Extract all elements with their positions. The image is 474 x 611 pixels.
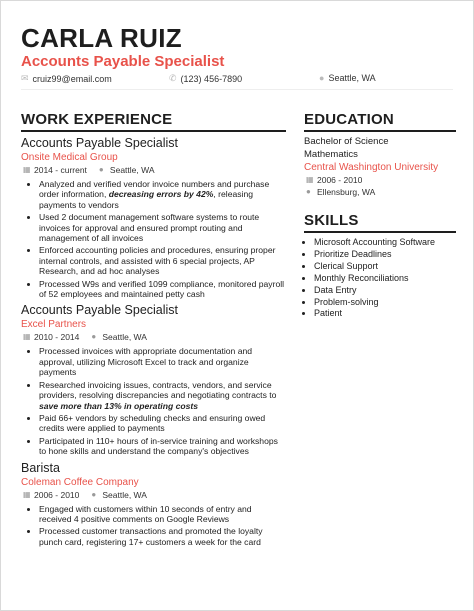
section-title: WORK EXPERIENCE — [21, 111, 286, 132]
job-entry — [21, 303, 286, 456]
bullet-item: • Used 2 document management software systems to route invoices for approval and ensured prompt routing and management of all invoices — [39, 212, 286, 243]
location-pin-icon: ● — [98, 165, 104, 174]
calendar-icon: ▦ — [306, 175, 314, 184]
bullet-item: • Processed invoices with appropriate documentation and approval, utilizing Microsoft Excel to track and organize payments — [39, 346, 286, 377]
skills-section — [304, 212, 456, 320]
job-company: Excel Partners — [21, 319, 87, 331]
job-location: Seattle, WA — [102, 489, 147, 500]
education-location: ● Ellensburg, WA — [306, 187, 376, 197]
job-dates: 2006 - 2010 — [34, 489, 80, 500]
skill-item: • Microsoft Accounting Software — [314, 237, 456, 249]
skills-list — [304, 237, 456, 320]
contact-phone — [169, 73, 242, 84]
bullet-item: • Processed W9s and verified 1099 compliance, monitored payroll of 52 employees and maintained petty cash — [39, 279, 286, 300]
job-meta — [23, 164, 286, 176]
candidate-role: Accounts Payable Specialist — [21, 53, 225, 70]
bullet-item: • Engaged with customers within 10 seconds of entry and received 4 positive comments on Google Reviews — [39, 504, 286, 525]
skill-item: • Patient — [314, 308, 456, 320]
skill-item: • Data Entry — [314, 285, 456, 297]
job-meta — [23, 489, 286, 501]
contact-email — [21, 73, 112, 84]
job-company: Onsite Medical Group — [21, 152, 118, 163]
sidebar-column — [304, 111, 456, 320]
phone-icon: ✆ — [169, 73, 177, 83]
work-experience-section — [21, 111, 286, 549]
job-dates: 2010 - 2014 — [34, 332, 80, 343]
location-pin-icon: ● — [91, 489, 97, 499]
job-entry — [21, 136, 286, 299]
job-title: Accounts Payable Specialist — [21, 136, 179, 150]
field-of-study: Mathematics — [304, 148, 358, 160]
bullet-item: • Enforced accounting policies and procedures, ensuring proper internal controls, and assisted with 6 special projects, AP Research, and ad hoc analyses — [39, 245, 286, 276]
skill-item: • Clerical Support — [314, 261, 456, 273]
job-location: Seattle, WA — [109, 165, 155, 175]
candidate-name: CARLA RUIZ — [21, 23, 182, 53]
header-divider — [21, 89, 453, 90]
skill-item: • Prioritize Deadlines — [314, 249, 456, 261]
section-title: SKILLS — [304, 212, 456, 233]
job-entry — [21, 461, 286, 548]
job-dates: 2014 - current — [34, 165, 87, 175]
school-name: Central Washington University — [304, 162, 439, 173]
email-text: cruiz99@email.com — [32, 73, 112, 84]
bullet-item: • Processed customer transactions and promoted the loyalty punch card, registering 17+ customers a week for the card — [39, 526, 286, 547]
skill-item: • Monthly Reconciliations — [314, 273, 456, 285]
section-title: EDUCATION — [304, 111, 456, 132]
envelope-icon: ✉ — [21, 73, 29, 83]
education-dates: ▦ 2006 - 2010 — [306, 175, 363, 185]
contact-location — [319, 73, 376, 83]
job-bullets — [21, 504, 286, 548]
bullet-item: • Analyzed and verified vendor invoice numbers and purchase order information, decreasing errors by 42%, releasing payments to vendors — [39, 179, 286, 210]
phone-text: (123) 456-7890 — [180, 73, 243, 84]
bullet-item: • Participated in 110+ hours of in-service training and workshops to hone skills and understand the company's objectives — [39, 436, 286, 457]
location-pin-icon: ● — [91, 332, 97, 342]
calendar-icon: ▦ — [23, 165, 31, 174]
job-bullets — [21, 346, 286, 456]
location-pin-icon: ● — [306, 187, 311, 196]
skill-item: • Problem-solving — [314, 297, 456, 309]
calendar-icon: ▦ — [23, 489, 31, 499]
bullet-item: • Paid 66+ vendors by scheduling checks and ensuring owed credits were applied to payments — [39, 413, 286, 434]
job-title: Accounts Payable Specialist — [21, 303, 179, 318]
bullet-item: • Researched invoicing issues, contracts, vendors, and service providers, resolving discrepancies and negotiating contracts to save more than 13% in operating costs — [39, 380, 286, 411]
job-bullets — [21, 179, 286, 299]
calendar-icon: ▦ — [23, 332, 31, 342]
job-location: Seattle, WA — [102, 332, 147, 343]
location-text: Seattle, WA — [328, 73, 376, 83]
degree: Bachelor of Science — [304, 136, 389, 147]
location-pin-icon: ● — [319, 73, 325, 83]
job-title: Barista — [21, 460, 60, 475]
job-meta — [23, 331, 286, 343]
education-section — [304, 111, 456, 198]
job-company: Coleman Coffee Company — [21, 476, 139, 488]
